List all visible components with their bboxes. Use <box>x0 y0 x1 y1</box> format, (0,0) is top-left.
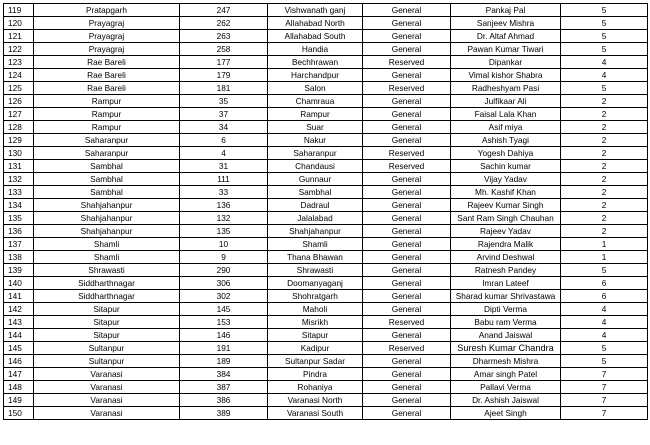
category-cell: General <box>363 17 451 30</box>
district-cell: Varanasi <box>34 394 180 407</box>
constituency-number-cell: 153 <box>180 316 268 329</box>
candidate-name-cell: Julfikaar Ali <box>451 95 561 108</box>
constituency-name-cell: Chandausi <box>268 160 363 173</box>
district-cell: Siddharthnagar <box>34 277 180 290</box>
table-row <box>4 56 648 69</box>
candidate-name-cell: Mh. Kashif Khan <box>451 186 561 199</box>
category-cell: General <box>363 238 451 251</box>
candidate-name-cell: Vijay Yadav <box>451 173 561 186</box>
candidate-name-cell: Pankaj Pal <box>451 4 561 17</box>
candidate-name-cell: Pallavi Verma <box>451 381 561 394</box>
candidate-name-cell: Sant Ram Singh Chauhan <box>451 212 561 225</box>
zone-cell: 1 <box>561 238 648 251</box>
district-cell: Shahjahanpur <box>34 199 180 212</box>
serial-number-cell: 140 <box>4 277 34 290</box>
district-cell: Prayagraj <box>34 43 180 56</box>
table-row <box>4 134 648 147</box>
zone-cell: 5 <box>561 264 648 277</box>
serial-number-cell: 141 <box>4 290 34 303</box>
candidate-name-cell: Rajeev Kumar Singh <box>451 199 561 212</box>
category-cell: General <box>363 30 451 43</box>
candidate-name-cell: Vimal kishor Shabra <box>451 69 561 82</box>
constituency-number-cell: 9 <box>180 251 268 264</box>
category-cell: General <box>363 329 451 342</box>
district-cell: Rampur <box>34 95 180 108</box>
serial-number-cell: 120 <box>4 17 34 30</box>
constituency-number-cell: 302 <box>180 290 268 303</box>
candidate-name-cell: Pawan Kumar Tiwari <box>451 43 561 56</box>
constituency-name-cell: Vishwanath ganj <box>268 4 363 17</box>
table-row <box>4 160 648 173</box>
constituency-name-cell: Shrawasti <box>268 264 363 277</box>
constituency-number-cell: 181 <box>180 82 268 95</box>
serial-number-cell: 128 <box>4 121 34 134</box>
constituency-name-cell: Kadipur <box>268 342 363 355</box>
candidate-name-cell: Anand Jaiswal <box>451 329 561 342</box>
serial-number-cell: 121 <box>4 30 34 43</box>
table-row <box>4 173 648 186</box>
table-row <box>4 147 648 160</box>
constituency-number-cell: 386 <box>180 394 268 407</box>
candidate-table <box>3 3 648 420</box>
serial-number-cell: 133 <box>4 186 34 199</box>
zone-cell: 5 <box>561 355 648 368</box>
category-cell: Reserved <box>363 82 451 95</box>
category-cell: Reserved <box>363 316 451 329</box>
serial-number-cell: 139 <box>4 264 34 277</box>
category-cell: General <box>363 199 451 212</box>
district-cell: Sitapur <box>34 329 180 342</box>
zone-cell: 2 <box>561 95 648 108</box>
table-row <box>4 368 648 381</box>
zone-cell: 4 <box>561 69 648 82</box>
constituency-number-cell: 258 <box>180 43 268 56</box>
candidate-name-cell: Rajeev Yadav <box>451 225 561 238</box>
serial-number-cell: 119 <box>4 4 34 17</box>
district-cell: Saharanpur <box>34 147 180 160</box>
zone-cell: 2 <box>561 225 648 238</box>
zone-cell: 5 <box>561 4 648 17</box>
constituency-name-cell: Maholi <box>268 303 363 316</box>
zone-cell: 4 <box>561 329 648 342</box>
district-cell: Shahjahanpur <box>34 225 180 238</box>
constituency-number-cell: 177 <box>180 56 268 69</box>
zone-cell: 5 <box>561 43 648 56</box>
constituency-name-cell: Handia <box>268 43 363 56</box>
district-cell: Sambhal <box>34 173 180 186</box>
candidate-name-cell: Dipankar <box>451 56 561 69</box>
category-cell: General <box>363 277 451 290</box>
candidate-name-cell: Asif miya <box>451 121 561 134</box>
constituency-number-cell: 387 <box>180 381 268 394</box>
zone-cell: 7 <box>561 407 648 420</box>
constituency-number-cell: 191 <box>180 342 268 355</box>
table-row <box>4 4 648 17</box>
zone-cell: 2 <box>561 199 648 212</box>
district-cell: Siddharthnagar <box>34 290 180 303</box>
table-row <box>4 82 648 95</box>
district-cell: Sambhal <box>34 186 180 199</box>
district-cell: Rae Bareli <box>34 56 180 69</box>
table-row <box>4 108 648 121</box>
table-row <box>4 95 648 108</box>
constituency-number-cell: 306 <box>180 277 268 290</box>
district-cell: Shamli <box>34 238 180 251</box>
constituency-number-cell: 146 <box>180 329 268 342</box>
table-row <box>4 69 648 82</box>
serial-number-cell: 135 <box>4 212 34 225</box>
constituency-number-cell: 384 <box>180 368 268 381</box>
constituency-name-cell: Saharanpur <box>268 147 363 160</box>
candidate-name-cell: Sanjeev Mishra <box>451 17 561 30</box>
candidate-name-cell: Dharmesh Mishra <box>451 355 561 368</box>
constituency-name-cell: Varanasi South <box>268 407 363 420</box>
serial-number-cell: 142 <box>4 303 34 316</box>
table-row <box>4 121 648 134</box>
candidate-name-cell: Faisal Lala Khan <box>451 108 561 121</box>
constituency-name-cell: Jalalabad <box>268 212 363 225</box>
table-row <box>4 277 648 290</box>
candidate-name-cell: Ajeet Singh <box>451 407 561 420</box>
category-cell: Reserved <box>363 147 451 160</box>
category-cell: General <box>363 251 451 264</box>
table-row <box>4 381 648 394</box>
category-cell: General <box>363 4 451 17</box>
constituency-name-cell: Rampur <box>268 108 363 121</box>
candidate-name-cell: Suresh Kumar Chandra <box>451 342 561 355</box>
serial-number-cell: 144 <box>4 329 34 342</box>
district-cell: Varanasi <box>34 368 180 381</box>
table-row <box>4 407 648 420</box>
category-cell: General <box>363 186 451 199</box>
zone-cell: 2 <box>561 160 648 173</box>
zone-cell: 4 <box>561 316 648 329</box>
zone-cell: 2 <box>561 108 648 121</box>
serial-number-cell: 149 <box>4 394 34 407</box>
serial-number-cell: 146 <box>4 355 34 368</box>
table-row <box>4 199 648 212</box>
constituency-name-cell: Shahjahanpur <box>268 225 363 238</box>
category-cell: General <box>363 225 451 238</box>
candidate-name-cell: Radheshyam Pasi <box>451 82 561 95</box>
candidate-name-cell: Ratnesh Pandey <box>451 264 561 277</box>
district-cell: Rae Bareli <box>34 82 180 95</box>
constituency-name-cell: Sultanpur Sadar <box>268 355 363 368</box>
constituency-name-cell: Allahabad South <box>268 30 363 43</box>
constituency-name-cell: Dadraul <box>268 199 363 212</box>
category-cell: General <box>363 290 451 303</box>
constituency-number-cell: 247 <box>180 4 268 17</box>
constituency-name-cell: Nakur <box>268 134 363 147</box>
table-row <box>4 186 648 199</box>
district-cell: Rampur <box>34 108 180 121</box>
constituency-name-cell: Varanasi North <box>268 394 363 407</box>
category-cell: General <box>363 212 451 225</box>
constituency-number-cell: 263 <box>180 30 268 43</box>
table-row <box>4 251 648 264</box>
serial-number-cell: 145 <box>4 342 34 355</box>
district-cell: Sultanpur <box>34 342 180 355</box>
district-cell: Sultanpur <box>34 355 180 368</box>
category-cell: General <box>363 368 451 381</box>
district-cell: Varanasi <box>34 381 180 394</box>
district-cell: Shrawasti <box>34 264 180 277</box>
table-row <box>4 329 648 342</box>
constituency-number-cell: 4 <box>180 147 268 160</box>
zone-cell: 5 <box>561 82 648 95</box>
constituency-name-cell: Sambhal <box>268 186 363 199</box>
category-cell: Reserved <box>363 56 451 69</box>
table-row <box>4 342 648 355</box>
category-cell: General <box>363 394 451 407</box>
district-cell: Sambhal <box>34 160 180 173</box>
serial-number-cell: 136 <box>4 225 34 238</box>
zone-cell: 2 <box>561 121 648 134</box>
constituency-name-cell: Thana Bhawan <box>268 251 363 264</box>
district-cell: Pratapgarh <box>34 4 180 17</box>
serial-number-cell: 129 <box>4 134 34 147</box>
constituency-number-cell: 189 <box>180 355 268 368</box>
category-cell: General <box>363 43 451 56</box>
serial-number-cell: 130 <box>4 147 34 160</box>
constituency-number-cell: 136 <box>180 199 268 212</box>
table-row <box>4 355 648 368</box>
serial-number-cell: 137 <box>4 238 34 251</box>
zone-cell: 2 <box>561 147 648 160</box>
zone-cell: 2 <box>561 173 648 186</box>
zone-cell: 7 <box>561 394 648 407</box>
table-row <box>4 238 648 251</box>
district-cell: Varanasi <box>34 407 180 420</box>
table-body <box>4 4 648 420</box>
constituency-number-cell: 35 <box>180 95 268 108</box>
constituency-name-cell: Chamraua <box>268 95 363 108</box>
constituency-number-cell: 262 <box>180 17 268 30</box>
constituency-name-cell: Gunnaur <box>268 173 363 186</box>
constituency-number-cell: 145 <box>180 303 268 316</box>
table-row <box>4 264 648 277</box>
zone-cell: 2 <box>561 212 648 225</box>
constituency-number-cell: 135 <box>180 225 268 238</box>
serial-number-cell: 134 <box>4 199 34 212</box>
zone-cell: 1 <box>561 251 648 264</box>
candidate-name-cell: Rajendra Malik <box>451 238 561 251</box>
category-cell: General <box>363 303 451 316</box>
constituency-name-cell: Shamli <box>268 238 363 251</box>
category-cell: Reserved <box>363 342 451 355</box>
category-cell: General <box>363 108 451 121</box>
serial-number-cell: 138 <box>4 251 34 264</box>
category-cell: Reserved <box>363 160 451 173</box>
candidate-name-cell: Sachin kumar <box>451 160 561 173</box>
constituency-name-cell: Salon <box>268 82 363 95</box>
table-row <box>4 394 648 407</box>
candidate-name-cell: Arvind Deshwal <box>451 251 561 264</box>
constituency-number-cell: 179 <box>180 69 268 82</box>
constituency-number-cell: 37 <box>180 108 268 121</box>
serial-number-cell: 148 <box>4 381 34 394</box>
constituency-number-cell: 6 <box>180 134 268 147</box>
constituency-name-cell: Harchandpur <box>268 69 363 82</box>
zone-cell: 4 <box>561 303 648 316</box>
table-row <box>4 316 648 329</box>
constituency-number-cell: 389 <box>180 407 268 420</box>
category-cell: General <box>363 355 451 368</box>
zone-cell: 6 <box>561 277 648 290</box>
district-cell: Shamli <box>34 251 180 264</box>
serial-number-cell: 147 <box>4 368 34 381</box>
table-row <box>4 17 648 30</box>
category-cell: General <box>363 134 451 147</box>
district-cell: Sitapur <box>34 316 180 329</box>
constituency-number-cell: 132 <box>180 212 268 225</box>
category-cell: General <box>363 407 451 420</box>
category-cell: General <box>363 95 451 108</box>
candidate-name-cell: Yogesh Dahiya <box>451 147 561 160</box>
serial-number-cell: 126 <box>4 95 34 108</box>
serial-number-cell: 124 <box>4 69 34 82</box>
constituency-name-cell: Pindra <box>268 368 363 381</box>
zone-cell: 5 <box>561 30 648 43</box>
candidate-name-cell: Ashish Tyagi <box>451 134 561 147</box>
constituency-number-cell: 290 <box>180 264 268 277</box>
candidate-name-cell: Dr. Ashish Jaiswal <box>451 394 561 407</box>
table-row <box>4 43 648 56</box>
category-cell: General <box>363 264 451 277</box>
district-cell: Prayagraj <box>34 30 180 43</box>
constituency-name-cell: Bechhrawan <box>268 56 363 69</box>
table-row <box>4 303 648 316</box>
category-cell: General <box>363 381 451 394</box>
constituency-name-cell: Doomanyaganj <box>268 277 363 290</box>
serial-number-cell: 127 <box>4 108 34 121</box>
serial-number-cell: 132 <box>4 173 34 186</box>
serial-number-cell: 150 <box>4 407 34 420</box>
constituency-name-cell: Shohratgarh <box>268 290 363 303</box>
category-cell: General <box>363 121 451 134</box>
zone-cell: 4 <box>561 56 648 69</box>
constituency-number-cell: 34 <box>180 121 268 134</box>
constituency-name-cell: Misrikh <box>268 316 363 329</box>
zone-cell: 2 <box>561 186 648 199</box>
serial-number-cell: 123 <box>4 56 34 69</box>
candidate-name-cell: Amar singh Patel <box>451 368 561 381</box>
district-cell: Prayagraj <box>34 17 180 30</box>
table-row <box>4 225 648 238</box>
zone-cell: 7 <box>561 368 648 381</box>
category-cell: General <box>363 173 451 186</box>
candidate-name-cell: Dipti Verma <box>451 303 561 316</box>
constituency-name-cell: Sitapur <box>268 329 363 342</box>
zone-cell: 7 <box>561 381 648 394</box>
serial-number-cell: 131 <box>4 160 34 173</box>
table-row <box>4 30 648 43</box>
candidate-name-cell: Babu ram Verma <box>451 316 561 329</box>
district-cell: Rampur <box>34 121 180 134</box>
candidate-name-cell: Dr. Altaf Ahmad <box>451 30 561 43</box>
candidate-name-cell: Sharad kumar Shrivastawa <box>451 290 561 303</box>
constituency-name-cell: Allahabad North <box>268 17 363 30</box>
candidate-name-cell: Imran Lateef <box>451 277 561 290</box>
zone-cell: 6 <box>561 290 648 303</box>
table-row <box>4 212 648 225</box>
constituency-name-cell: Rohaniya <box>268 381 363 394</box>
zone-cell: 5 <box>561 17 648 30</box>
district-cell: Sitapur <box>34 303 180 316</box>
category-cell: General <box>363 69 451 82</box>
zone-cell: 5 <box>561 342 648 355</box>
district-cell: Shahjahanpur <box>34 212 180 225</box>
constituency-number-cell: 31 <box>180 160 268 173</box>
constituency-number-cell: 10 <box>180 238 268 251</box>
constituency-number-cell: 111 <box>180 173 268 186</box>
zone-cell: 2 <box>561 134 648 147</box>
serial-number-cell: 122 <box>4 43 34 56</box>
table-row <box>4 290 648 303</box>
constituency-name-cell: Suar <box>268 121 363 134</box>
serial-number-cell: 125 <box>4 82 34 95</box>
constituency-number-cell: 33 <box>180 186 268 199</box>
district-cell: Rae Bareli <box>34 69 180 82</box>
serial-number-cell: 143 <box>4 316 34 329</box>
district-cell: Saharanpur <box>34 134 180 147</box>
